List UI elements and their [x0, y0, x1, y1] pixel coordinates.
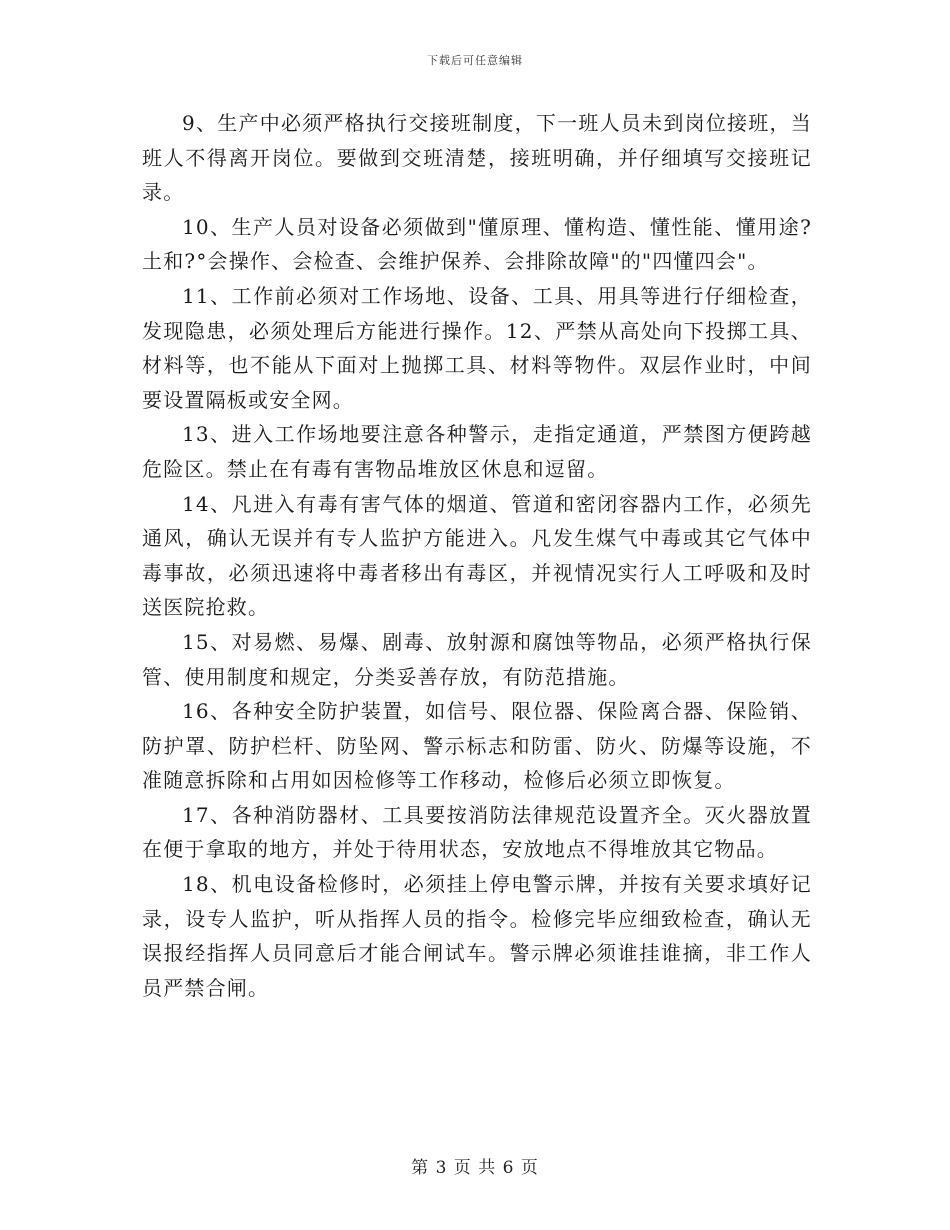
paragraph-10: 10、生产人员对设备必须做到"懂原理、懂构造、懂性能、懂用途?土和?°会操作、会检查、会维护保养、会排除故障"的"四懂四会"。: [142, 214, 812, 274]
paragraph-11: 11、工作前必须对工作场地、设备、工具、用具等进行仔细检查，发现隐患，必须处理后方能进行操作。12、严禁从高处向下投掷工具、材料等，也不能从下面对上抛掷工具、材料等物件。双层作业时，中间要设置隔板或安全网。: [142, 283, 812, 412]
paragraph-17: 17、各种消防器材、工具要按消防法律规范设置齐全。灭火器放置在便于拿取的地方，并处于待用状态，安放地点不得堆放其它物品。: [142, 802, 812, 862]
page-number-footer: 第 3 页 共 6 页: [411, 1158, 539, 1178]
paragraph-15: 15、对易燃、易爆、剧毒、放射源和腐蚀等物品，必须严格执行保管、使用制度和规定，分类妥善存放，有防范措施。: [142, 629, 812, 689]
document-body: [142, 106, 812, 1005]
paragraph-9: 9、生产中必须严格执行交接班制度，下一班人员未到岗位接班，当班人不得离开岗位。要做到交班清楚，接班明确，并仔细填写交接班记录。: [142, 111, 812, 205]
paragraph-13: 13、进入工作场地要注意各种警示，走指定通道，严禁图方便跨越危险区。禁止在有毒有害物品堆放区休息和逗留。: [142, 422, 812, 481]
page-header: 下载后可任意编辑: [427, 54, 523, 67]
paragraph-18: 18、机电设备检修时，必须挂上停电警示牌，并按有关要求填好记录，设专人监护，听从指挥人员的指令。检修完毕应细致检查，确认无误报经指挥人员同意后才能合闸试车。警示牌必须谁挂谁摘，非工作人员严禁合闸。: [142, 872, 812, 1000]
paragraph-14: 14、凡进入有毒有害气体的烟道、管道和密闭容器内工作，必须先通风，确认无误并有专人监护方能进入。凡发生煤气中毒或其它气体中毒事故，必须迅速将中毒者移出有毒区，并视情况实行人工呼吸和及时送医院抢救。: [142, 491, 812, 620]
paragraph-16: 16、各种安全防护装置，如信号、限位器、保险离合器、保险销、防护罩、防护栏杆、防坠网、警示标志和防雷、防火、防爆等设施，不准随意拆除和占用如因检修等工作移动，检修后必须立即恢复。: [142, 699, 812, 793]
